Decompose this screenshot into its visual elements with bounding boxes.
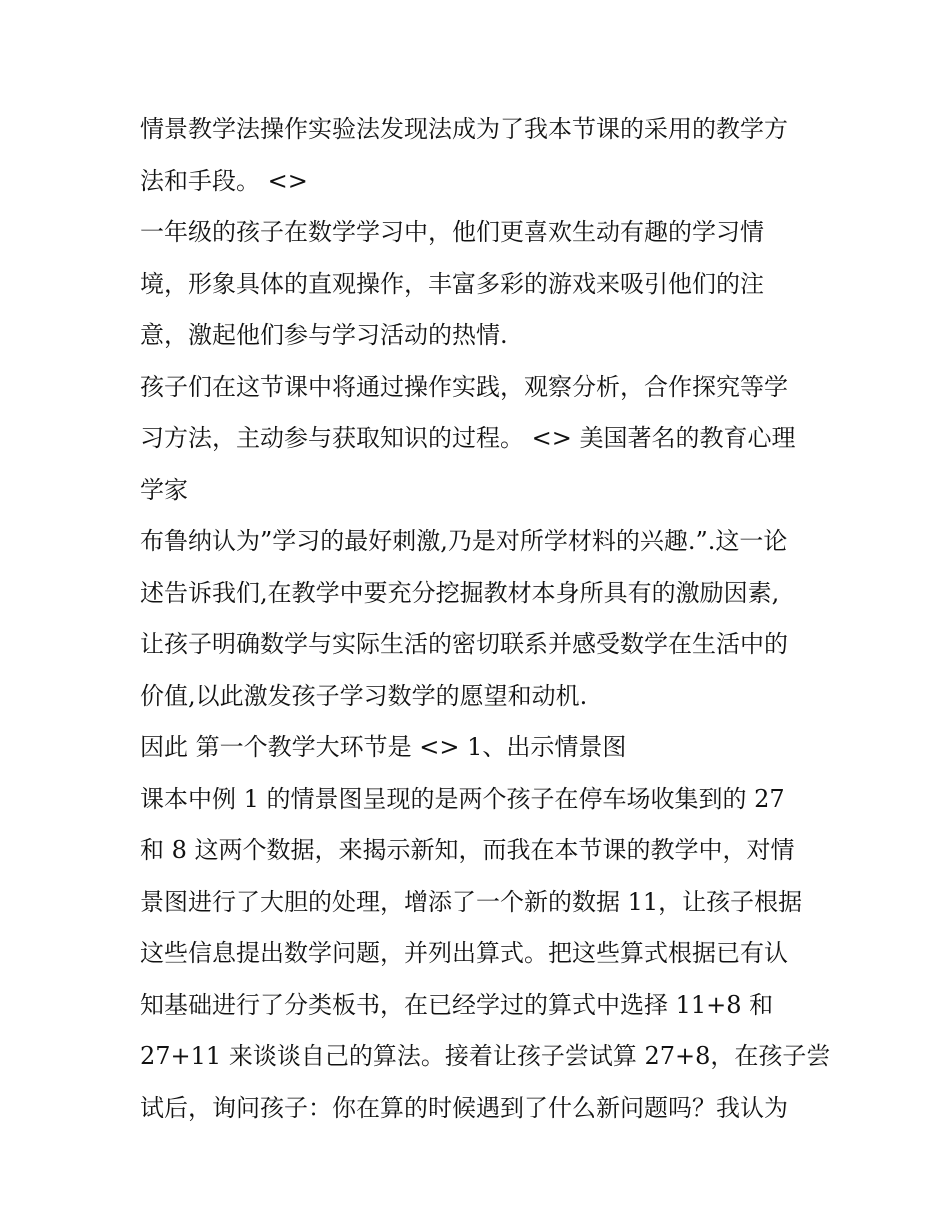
document-body [140, 104, 830, 1134]
text-line: 价值,以此激发孩子学习数学的愿望和动机. [140, 681, 588, 710]
text-line: 景图进行了大胆的处理，增添了一个新的数据 11，让孩子根据 [140, 887, 803, 916]
text-line: 述告诉我们,在教学中要充分挖掘教材本身所具有的激励因素, [140, 578, 780, 607]
text-line: 布鲁纳认为”学习的最好刺激,乃是对所学材料的兴趣.”.这一论 [140, 527, 788, 555]
text-line: 意，激起他们参与学习活动的热情. [140, 321, 508, 349]
text-line: 孩子们在这节课中将通过操作实践，观察分析，合作探究等学 [140, 372, 788, 401]
text-line: 和 8 这两个数据，来揭示新知，而我在本节课的教学中，对情 [140, 836, 795, 864]
text-line: 这些信息提出数学问题，并列出算式。把这些算式根据已有认 [140, 939, 788, 967]
text-line: 因此 第一个教学大环节是 <> 1、出示情景图 [140, 733, 627, 761]
text-line: 课本中例 1 的情景图呈现的是两个孩子在停车场收集到的 27 [140, 784, 785, 813]
text-line: 境，形象具体的直观操作，丰富多彩的游戏来吸引他们的注 [140, 269, 764, 298]
text-line: 情景教学法操作实验法发现法成为了我本节课的采用的教学方 [140, 115, 788, 143]
text-line: 试后，询问孩子：你在算的时候遇到了什么新问题吗？我认为 [140, 1093, 788, 1122]
text-line: 法和手段。 <> [140, 166, 308, 195]
text-line: 习方法，主动参与获取知识的过程。 <> 美国著名的教育心理 [140, 424, 796, 452]
text-line: 让孩子明确数学与实际生活的密切联系并感受数学在生活中的 [140, 630, 788, 658]
text-line: 学家 [140, 475, 188, 504]
text-line: 知基础进行了分类板书，在已经学过的算式中选择 11+8 和 [140, 990, 774, 1019]
text-line: 一年级的孩子在数学学习中，他们更喜欢生动有趣的学习情 [140, 218, 764, 246]
text-line: 27+11 来谈谈自己的算法。接着让孩子尝试算 27+8，在孩子尝 [140, 1042, 831, 1070]
